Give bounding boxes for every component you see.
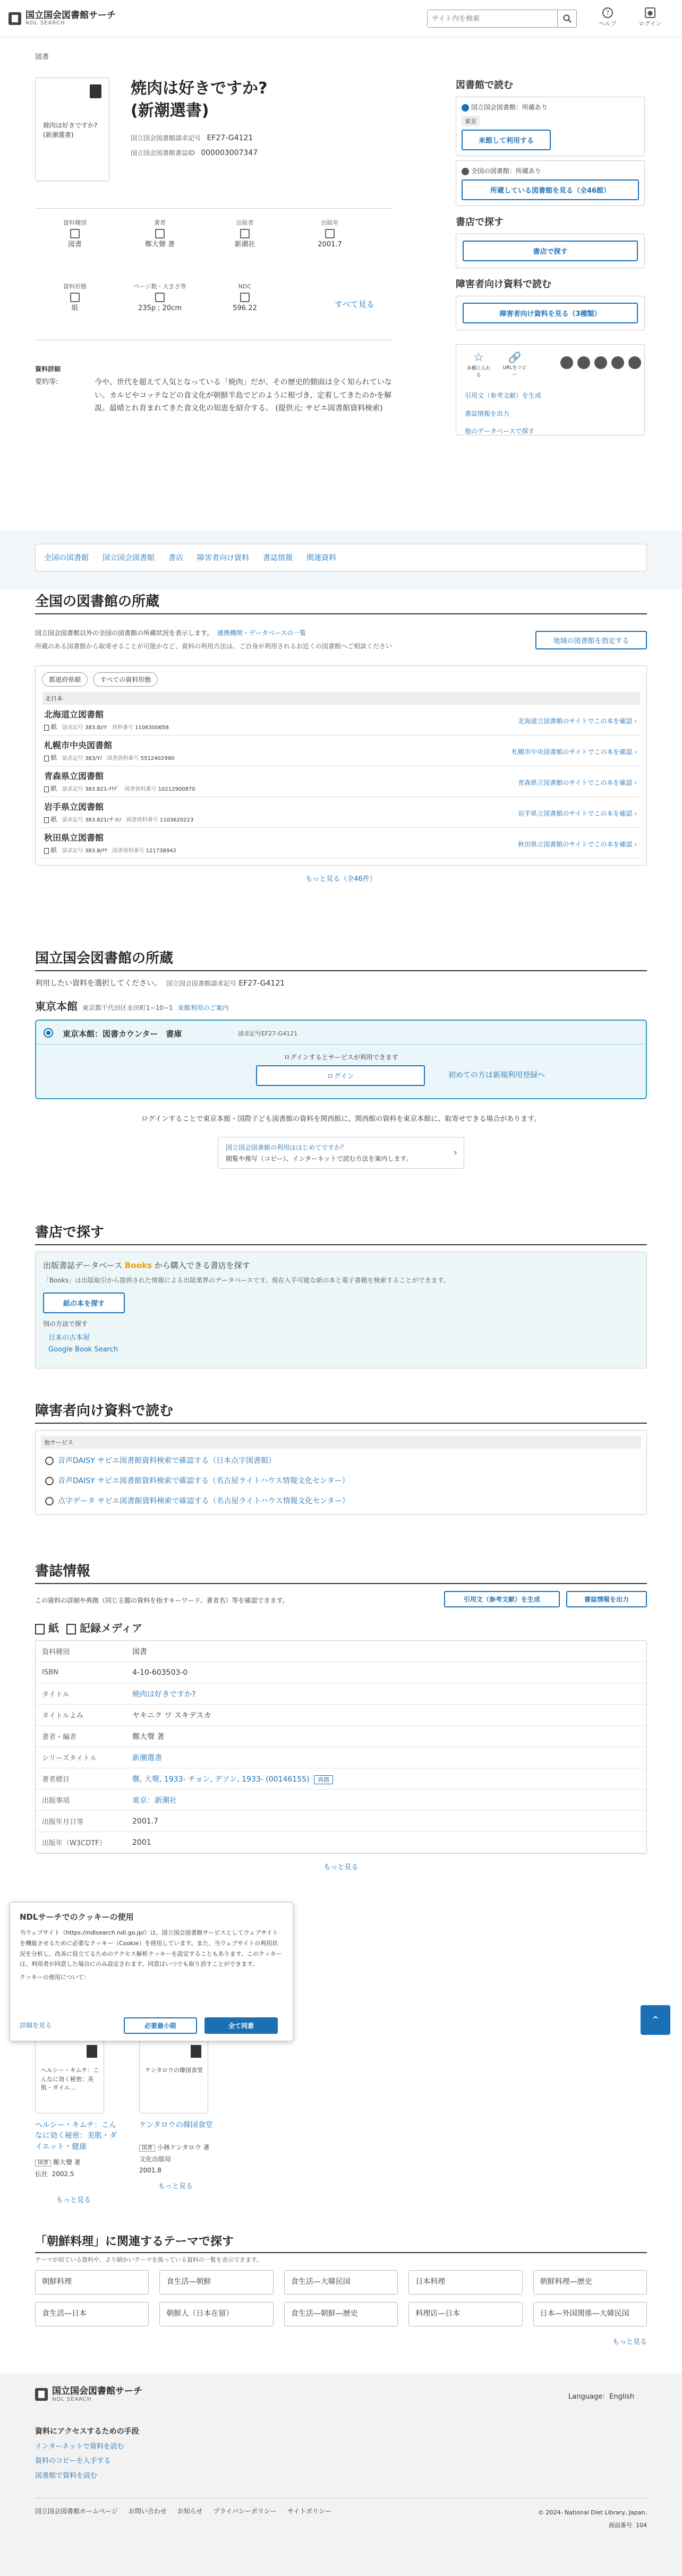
authority-button[interactable]: 典拠 (314, 1775, 333, 1784)
biblio-value: 4-10-603503-0 (132, 1668, 188, 1677)
share-icons (560, 356, 641, 371)
national-desc2: 所蔵のある図書館から取寄せることが可能かなど、資料の利用方法は、ご自身が利用されるお近くの図書館へご相談ください (35, 643, 393, 650)
library-site-link[interactable]: 岩手県立図書館のサイトでこの本を確認 › (518, 809, 637, 818)
library-name[interactable]: 秋田県立図書館 (44, 833, 104, 843)
biblio-key: 出版年月日等 (42, 1818, 84, 1826)
holding-card[interactable] (35, 1020, 647, 1099)
fact-item (120, 281, 200, 315)
access-button[interactable]: 障害者向け資料を見る（3種類） (463, 303, 638, 323)
fact-item (35, 281, 115, 315)
library-name[interactable]: 岩手県立図書館 (44, 802, 104, 812)
fact-value: 235p ; 20cm (138, 304, 182, 312)
footer-link-copy[interactable]: 資料のコピーを入手する (35, 2457, 111, 2466)
cookie-dialog (10, 1902, 293, 2041)
book-icon (90, 84, 101, 98)
more-libraries-link[interactable]: もっと見る（全46件） (305, 875, 377, 883)
facts-divider (35, 208, 393, 209)
logo-mark-icon (8, 12, 21, 25)
book-title: 焼肉は好きですか? (新潮選書) (131, 79, 268, 120)
theme-chip[interactable]: 日本—外国関係—大韓民国 (533, 2302, 647, 2326)
call-number: EF27-G4121 (207, 134, 253, 142)
x-icon[interactable] (560, 356, 573, 369)
braille-icon (45, 1497, 54, 1505)
login-note: ログインするとサービスが利用できます (284, 1054, 398, 1061)
library-row: 秋田県立図書館 紙 請求記号 383.8/ﾁﾔ 図書資料番号 121738942 秋田県立図書館のサイトでこの本を確認 › (42, 828, 640, 859)
google-books-link[interactable]: Google Book Search (48, 1346, 118, 1354)
tab-shop[interactable]: 書店 (168, 554, 183, 562)
link-icon: 🔗 (508, 351, 522, 364)
fact-value: 596.22 (233, 304, 257, 312)
back-to-top-button[interactable] (641, 2005, 670, 2035)
ndl-note: ログインすることで東京本館・国際子ども図書館の資料を関西館に、関西館の資料を東京本館に、取寄せできる場合があります。 (141, 1115, 541, 1123)
shop-button[interactable]: 書店で探す (463, 241, 638, 261)
location-label: 東京本館：図書カウンター 書庫 (63, 1029, 182, 1039)
footer-link-policy[interactable]: サイトポリシー (287, 2507, 331, 2515)
book-cover-placeholder (35, 78, 109, 181)
access-box (35, 1430, 647, 1515)
biblio-key: シリーズタイトル (42, 1755, 97, 1762)
footer-logo[interactable]: 国立国会図書館サーチ NDL SEARCH (35, 2386, 142, 2402)
tab-ndl[interactable]: 国立国会図書館 (103, 554, 155, 562)
related-more-1[interactable]: もっと見る (56, 2196, 91, 2204)
biblio-desc: この資料の詳細や典拠（同じ主題の資料を指すキーワード、著者名）等を確認できます。 (35, 1597, 289, 1604)
ndl-title: 国立国会図書館の所蔵 (35, 947, 647, 971)
theme-chip[interactable]: 朝鮮料理—歴史 (533, 2270, 647, 2295)
related-more-2[interactable]: もっと見る (158, 2183, 193, 2190)
footer-link-privacy[interactable]: プライバシーポリシー (213, 2507, 277, 2515)
see-all-link[interactable]: すべて見る (335, 299, 374, 309)
facebook-icon[interactable] (577, 356, 590, 369)
biblio-key: 出版年（W3CDTF） (42, 1839, 106, 1847)
books-logo: Books (125, 1261, 152, 1270)
library-row: 青森県立図書館 紙 請求記号 383.821-ﾁﾔﾃﾞ 図書資料番号 10212900870 青森県立図書館のサイトでこの本を確認 › (42, 766, 640, 797)
logo-subtitle: NDL SEARCH (25, 20, 65, 27)
library-name[interactable]: 北海道立図書館 (44, 709, 104, 720)
theme-chip[interactable]: 食生活—大韓民国 (284, 2270, 398, 2295)
fact-label: 著者 (154, 219, 166, 226)
book-identifiers: 国立国会図書館請求記号 EF27-G4121 国立国会図書館書誌ID 000003007347 (131, 134, 258, 157)
biblio-row (36, 1662, 646, 1683)
read-title: 図書館で読む (456, 80, 513, 91)
fact-value: 鄭大聲 著 (144, 240, 175, 249)
paper-icon (35, 1624, 45, 1634)
fact-item (290, 218, 370, 252)
region-label: 北日本 (42, 692, 640, 705)
fact-label: 出版者 (236, 219, 254, 226)
biblio-row (36, 1705, 646, 1726)
user-icon: ● (645, 7, 655, 18)
disc-icon (45, 1477, 54, 1485)
fact-label: ページ数・大きさ等 (133, 283, 186, 290)
theme-chip[interactable]: 料理店—日本 (408, 2302, 522, 2326)
other-db-link[interactable]: 他のデータベースで探す (465, 427, 535, 435)
fact-value: 図書 (67, 240, 82, 249)
footer-link-read[interactable]: インターネットで資料を読む (35, 2443, 124, 2451)
paper-icon (44, 817, 49, 823)
biblio-key: タイトル (42, 1691, 70, 1699)
biblio-row (36, 1832, 646, 1853)
paper-icon (44, 786, 49, 792)
fact-value: 紙 (71, 304, 79, 312)
disc-icon (45, 1457, 54, 1465)
paper-icon (44, 756, 49, 761)
bookshelf-button[interactable]: ☆ 本棚に入れる (465, 351, 492, 378)
library-site-link[interactable]: 青森県立図書館のサイトでこの本を確認 › (518, 778, 637, 787)
visit-button[interactable]: 来館して利用する (462, 130, 551, 150)
sort-select[interactable]: 都道府県順 (42, 672, 88, 687)
book-icon (70, 229, 80, 238)
export-link[interactable]: 書誌情報を出力 (465, 409, 510, 417)
export-button[interactable]: 書誌情報を出力 (566, 1591, 647, 1607)
type-select[interactable]: すべての資料形態 (93, 672, 158, 687)
library-name[interactable]: 青森県立図書館 (44, 771, 104, 781)
biblio-title: 書誌情報 (35, 1560, 647, 1584)
library-row: 岩手県立図書館 紙 請求記号 383.821/チヨ/ 図書資料番号 1103620223 岩手県立図書館のサイトでこの本を確認 › (42, 797, 640, 828)
biblio-key: 出版事項 (42, 1797, 70, 1805)
ndl-section: 国立国会図書館の所蔵 利用したい資料を選択してください。 国立国会図書館請求記号 EF27-G4121 東京本館 東京都千代田区永田町1−10−1 来館利用のご案内 東京本館：図書カウンター 書庫 請求記号EF27-G4121 ログインするとサービスが利用できます ログイン 初めての方は新規利用登録へ ログインすることで東京本館・国際子ども図書館の資料を関西館に、関西館の資料を東京本館に、取寄せできる場合があります。 国立国会図書館の利用ははじめてですか？ 閲覧や複写（コピー）、インターネットで読む方法を案内します。 › (35, 947, 647, 1169)
library-list (35, 665, 647, 866)
biblio-more[interactable]: もっと見る (323, 1863, 359, 1871)
book-facts (35, 218, 393, 335)
language-switch[interactable]: Language：English (568, 2393, 635, 2401)
theme-grid (35, 2270, 647, 2326)
search-button[interactable] (557, 10, 576, 27)
site-header (0, 0, 682, 37)
access-title-2: 障害者向け資料で読む (35, 1400, 647, 1424)
fact-item (205, 218, 285, 252)
related-thumb-2[interactable]: ケンタロウの韓国食堂 (139, 2039, 208, 2113)
ndl-icon (462, 104, 469, 112)
cookie-body: 当ウェブサイト（https://ndlsearch.ndl.go.jp/）は、国立国会図書館サービスとしてウェブサイトを機能させるために必要なクッキー（Cookie）を使用しています。また、当ウェブサイトの利用状況を分析し、改善に役立てるためのアクセス解析クッキーを設定することもあります。このクッキーは、利用者が同意した場合にのみ設定されます。同意はいつでも取り消すことができます。 (20, 1929, 282, 1968)
footer-access-title: 資料にアクセスするための手段 (35, 2427, 139, 2436)
themes-desc: テーマが似ている資料や、より細かいテーマを扱っている資料の一覧を表示できます。 (35, 2256, 262, 2263)
chevron-right-icon: › (453, 1147, 457, 1158)
theme-chip[interactable]: 食生活—朝鮮—歴史 (284, 2302, 398, 2326)
paper-icon (70, 293, 80, 302)
logo-title: 国立国会図書館サーチ (25, 10, 116, 21)
biblio-value[interactable]: 新潮選書 (132, 1753, 162, 1762)
site-logo[interactable] (8, 11, 116, 27)
cookie-minimum-button[interactable]: 必要最小限 (124, 2017, 197, 2034)
access-item[interactable]: 音声DAISY サピエ図書館資料検索で確認する（名古屋ライトハウス情報文化センター） (41, 1469, 641, 1489)
biblio-value: ヤキニク ワ スキデスカ (132, 1711, 211, 1720)
login-button-2[interactable]: ログイン (256, 1065, 425, 1086)
biblio-key: 資料種別 (42, 1648, 70, 1656)
branch-address: 東京都千代田区永田町1−10−1 (82, 1004, 173, 1012)
cookie-use-label: クッキーの使用について： (20, 1974, 90, 1981)
access-title: 障害者向け資料で読む (456, 279, 551, 290)
tab-biblio[interactable]: 書誌情報 (263, 554, 293, 562)
calendar-icon (325, 229, 335, 238)
access-sub: 他サービス (41, 1436, 641, 1449)
shop-section (35, 1221, 647, 1368)
footer-access-links (35, 2440, 124, 2483)
biblio-value[interactable]: 焼肉は好きですか? (132, 1690, 196, 1699)
biblio-row (36, 1811, 646, 1832)
fact-label: 資料種別 (63, 219, 87, 226)
theme-chip[interactable]: 食生活—日本 (35, 2302, 149, 2326)
ndl-call-value: EF27-G4121 (238, 979, 285, 988)
footer-link-ndl[interactable]: 国立国会図書館ホームページ (35, 2507, 118, 2515)
ruler-icon (155, 293, 165, 302)
shop-title: 書店で探す (456, 217, 504, 228)
cookie-detail-link[interactable]: 詳細を見る (20, 2022, 52, 2029)
biblio-row (36, 1768, 646, 1790)
footer-link-library[interactable]: 図書館で資料を読む (35, 2471, 98, 2480)
biblio-value[interactable]: 東京：新潮社 (132, 1796, 177, 1805)
related-thumb-1[interactable]: ヘルシー・キムチ：こんなに効く秘密：美肌・ダイエ… (35, 2039, 104, 2113)
themes-title: 「朝鮮料理」に関連するテーマで探す (35, 2232, 647, 2253)
biblio-key: 著者標目 (42, 1776, 70, 1784)
building-icon (240, 229, 250, 238)
cookie-accept-button[interactable]: 全て同意 (204, 2017, 278, 2034)
tab-access[interactable]: 障害者向け資料 (197, 554, 249, 562)
radio-selected[interactable] (44, 1028, 53, 1038)
biblio-key: ISBN (42, 1668, 58, 1676)
section-tabs (35, 544, 647, 571)
ndl-holding: 国立国会図書館：所蔵あり (471, 104, 548, 111)
biblio-table (35, 1640, 647, 1854)
first-time-banner[interactable]: 国立国会図書館の利用ははじめてですか？ 閲覧や複写（コピー）、インターネットで読む方法を案内します。 › (218, 1137, 464, 1169)
library-rows (42, 705, 640, 859)
fact-label: 資料形態 (63, 283, 87, 290)
biblio-row (36, 1641, 646, 1662)
access-list (41, 1449, 641, 1509)
mail-icon[interactable] (611, 356, 624, 369)
biblio-key: タイトルよみ (42, 1712, 83, 1720)
fact-label: 出版年 (321, 219, 339, 226)
footer-link-news[interactable]: お知らせ (177, 2507, 203, 2515)
related-title-1[interactable]: ヘルシー・キムチ：こんなに効く秘密：美肌・ダイエット・健康 (35, 2121, 117, 2151)
related-title-2[interactable]: ケンタロウの韓国食堂 (139, 2121, 213, 2129)
sidebar (456, 78, 645, 435)
footer-bottom-links (35, 2506, 331, 2515)
footer-copyright: © 2024- National Diet Library, Japan. 画面番号 104 (538, 2509, 647, 2529)
register-link[interactable]: 初めての方は新規利用登録へ (448, 1071, 545, 1080)
pen-icon (155, 229, 165, 238)
biblio-value: 2001.7 (132, 1817, 158, 1826)
library-name[interactable]: 札幌市中央図書館 (44, 740, 113, 750)
cite-links (465, 387, 541, 441)
search-icon (563, 14, 572, 23)
library-row: 札幌市中央図書館 紙 請求記号 383/Y/ 図書資料番号 5512402990 札幌市中央図書館のサイトでこの本を確認 › (42, 735, 640, 766)
media-icon (66, 1624, 76, 1634)
bib-id: 000003007347 (201, 149, 258, 157)
kosho-link[interactable]: 日本の古本屋 (48, 1334, 90, 1342)
biblio-value[interactable]: 鄭, 大聲, 1933- チョン, デソン, 1933- (00146155) (132, 1775, 310, 1784)
library-site-link[interactable]: 札幌市中央図書館のサイトでこの本を確認 › (512, 747, 637, 756)
biblio-row (36, 1747, 646, 1768)
biblio-row (36, 1790, 646, 1811)
theme-chip[interactable]: 朝鮮人（日本在留） (159, 2302, 273, 2326)
book-cover-text: 焼肉は好きですか? (新潮選書) (43, 122, 98, 139)
biblio-row (36, 1726, 646, 1747)
cookie-title: NDLサーチでのクッキーの使用 (20, 1912, 134, 1922)
site-search (427, 10, 577, 28)
all-libraries-button[interactable]: 所蔵している図書館を見る（全46館） (462, 179, 639, 200)
themes-section (35, 2232, 647, 2346)
help-button[interactable]: ? ヘルプ (592, 7, 624, 28)
star-icon: ☆ (473, 351, 484, 364)
access-section (35, 1400, 647, 1515)
fact-item (35, 218, 115, 252)
paper-icon (44, 725, 49, 731)
db-list-link[interactable]: 連携機関・データベースの一覧 (217, 629, 306, 637)
fact-value: 新潮社 (234, 240, 255, 249)
guide-link[interactable]: 来館利用のご案内 (177, 1004, 229, 1012)
paper-icon (44, 848, 49, 854)
biblio-section: 書誌情報 この資料の詳細や典拠（同じ主題の資料を指すキーワード、著者名）等を確認できます。 引用文（参考文献）を生成 書誌情報を出力 紙 記録メディア 資料種別 図書 ISBN 4-10-603503-0 タイトル 焼肉は好きですか? タイトルよみ ヤキニク ワ スキデスカ 著者・編者 鄭大聲 著 シリーズタイトル 新潮選書 著者標目 鄭, 大聲, 1933- チョン, デソン, 1933- (00146155) 典拠 出版事項 東京：新潮社 出版年月日等 2001.7 出版年（W3CDTF） 2001 もっと見る (35, 1560, 647, 1871)
paper-book-button[interactable]: 紙の本を探す (43, 1293, 125, 1313)
theme-chip[interactable]: 日本料理 (408, 2270, 522, 2295)
tab-national[interactable]: 全国の図書館 (44, 554, 89, 562)
help-icon: ? (602, 7, 613, 18)
library-row: 北海道立図書館 紙 請求記号 383.8//Y 資料番号 1106300658 北海道立図書館のサイトでこの本を確認 › (42, 705, 640, 735)
biblio-row (36, 1683, 646, 1705)
fact-item (205, 281, 285, 315)
other-label: 別の方法で探す (43, 1320, 88, 1328)
biblio-key: 著者・編者 (42, 1733, 77, 1741)
cite-link[interactable]: 引用文（参考文献）を生成 (465, 392, 542, 399)
copy-url-button[interactable]: 🔗 URLをコピー (501, 351, 528, 378)
library-site-link[interactable]: 秋田県立図書館のサイトでこの本を確認 › (518, 840, 637, 849)
biblio-value: 図書 (132, 1647, 147, 1656)
login-button[interactable]: ● ログイン (634, 7, 666, 28)
shop-desc: 「Books」は出版取引から提供された情報による出版業界のデータベースです。現在入手可能な紙の本と電子書籍を検索することができます。 (43, 1277, 450, 1284)
fact-value: 2001.7 (318, 240, 342, 249)
print-icon[interactable] (628, 356, 641, 369)
arrow-up-icon: ⌃ (651, 2014, 660, 2026)
biblio-value: 鄭大聲 著 (132, 1732, 165, 1741)
tools-box (456, 344, 645, 435)
library-icon (462, 168, 469, 175)
shop-box: 出版書誌データベース Books から購入できる書店を探す 「Books」は出版取引から提供された情報による出版業界のデータベースです。現在入手可能な紙の本と電子書籍を検索することができます。 紙の本を探す 別の方法で探す 日本の古本屋 Google Book Search (35, 1252, 647, 1368)
footer (0, 2374, 682, 2576)
related-meta-1: 図書 鄭大聲 著 伝社 2002.5 (35, 2159, 81, 2178)
detail-label: 資料詳細 (35, 365, 61, 373)
theme-chip[interactable]: 朝鮮料理 (35, 2270, 149, 2295)
national-section: 全国の図書館の所蔵 国立国会図書館以外の全国の図書館の所蔵状況を表示します。 連携機関・データベースの一覧 所蔵のある図書館から取寄せることが可能かなど、資料の利用方法は、ご自身が利用されるお近くの図書館へご相談ください 地域の図書館を指定する 都道府県順 すべての資料形態 北日本 北海道立図書館 紙 請求記号 383.8//Y 資料番号 1106300658 北海道立図書館のサイトでこの本を確認 › 札幌市中央図書館 紙 請求記号 383/Y/ 図書資料番号 5512402990 札幌市中央図書館のサイトでこの本を確認 › 青森県立図書館 紙 請求記号 383.821-ﾁﾔﾃﾞ 図書資料番号 10212900870 青森県立図書館のサイトでこの本を確認 › 岩手県立図書館 紙 請求記号 383.821/チヨ/ 図書資料番号 1103620223 岩手県立図書館のサイトでこの本を確認 › 秋田県立図書館 紙 請求記号 383.8/ﾁﾔ 図書資料番号 121738942 秋田県立図書館のサイトでこの本を確認 › もっと見る（全46件） (35, 590, 647, 883)
footer-link-contact[interactable]: お問い合わせ (128, 2507, 167, 2515)
national-title: 全国の図書館の所蔵 (35, 590, 647, 614)
location-call: 請求記号EF27-G4121 (238, 1030, 298, 1037)
site-search-input[interactable] (428, 10, 557, 27)
biblio-value: 2001 (132, 1838, 151, 1847)
shop-title-2: 書店で探す (35, 1221, 647, 1245)
fact-label: NDC (238, 283, 252, 290)
fact-item (120, 218, 200, 252)
line-icon[interactable] (594, 356, 607, 369)
breadcrumb[interactable]: 図書 (35, 53, 49, 61)
library-site-link[interactable]: 北海道立図書館のサイトでこの本を確認 › (518, 716, 637, 725)
cite-button[interactable]: 引用文（参考文献）を生成 (444, 1591, 560, 1607)
summary-text: 今や、世代を超えて人気となっている「焼肉」だが、その歴史的側面は全く知られていない。カルビやコッテなどの食文化が朝鮮半島でどのように根づき、定着してきたのかを解説。最晴とれ育まれてきた食文化の知恵を紹介する。 (提供元: サピエ図書館資料検索) (95, 378, 392, 413)
tab-related[interactable]: 関連資料 (306, 554, 336, 562)
summary-label: 要約等: (35, 378, 58, 386)
branch-name: 東京本館 (35, 1000, 78, 1013)
footer-logo-icon (35, 2388, 48, 2401)
tokyo-tag: 東京 (462, 116, 480, 126)
access-item[interactable]: 点字データ サピエ図書館資料検索で確認する（名古屋ライトハウス情報文化センター） (41, 1489, 641, 1509)
area-button[interactable]: 地域の図書館を指定する (535, 631, 647, 649)
access-item[interactable]: 音声DAISY サピエ図書館資料検索で確認する（日本点字図書館） (41, 1449, 641, 1469)
list-icon (240, 293, 250, 302)
all-holding: 全国の図書館：所蔵あり (471, 167, 541, 175)
theme-chip[interactable]: 食生活—朝鮮 (159, 2270, 273, 2295)
themes-more[interactable]: もっと見る (612, 2338, 647, 2346)
related-meta-2: 図書 小林ケンタロウ 著 文化出版局 2001.8 (139, 2144, 210, 2175)
